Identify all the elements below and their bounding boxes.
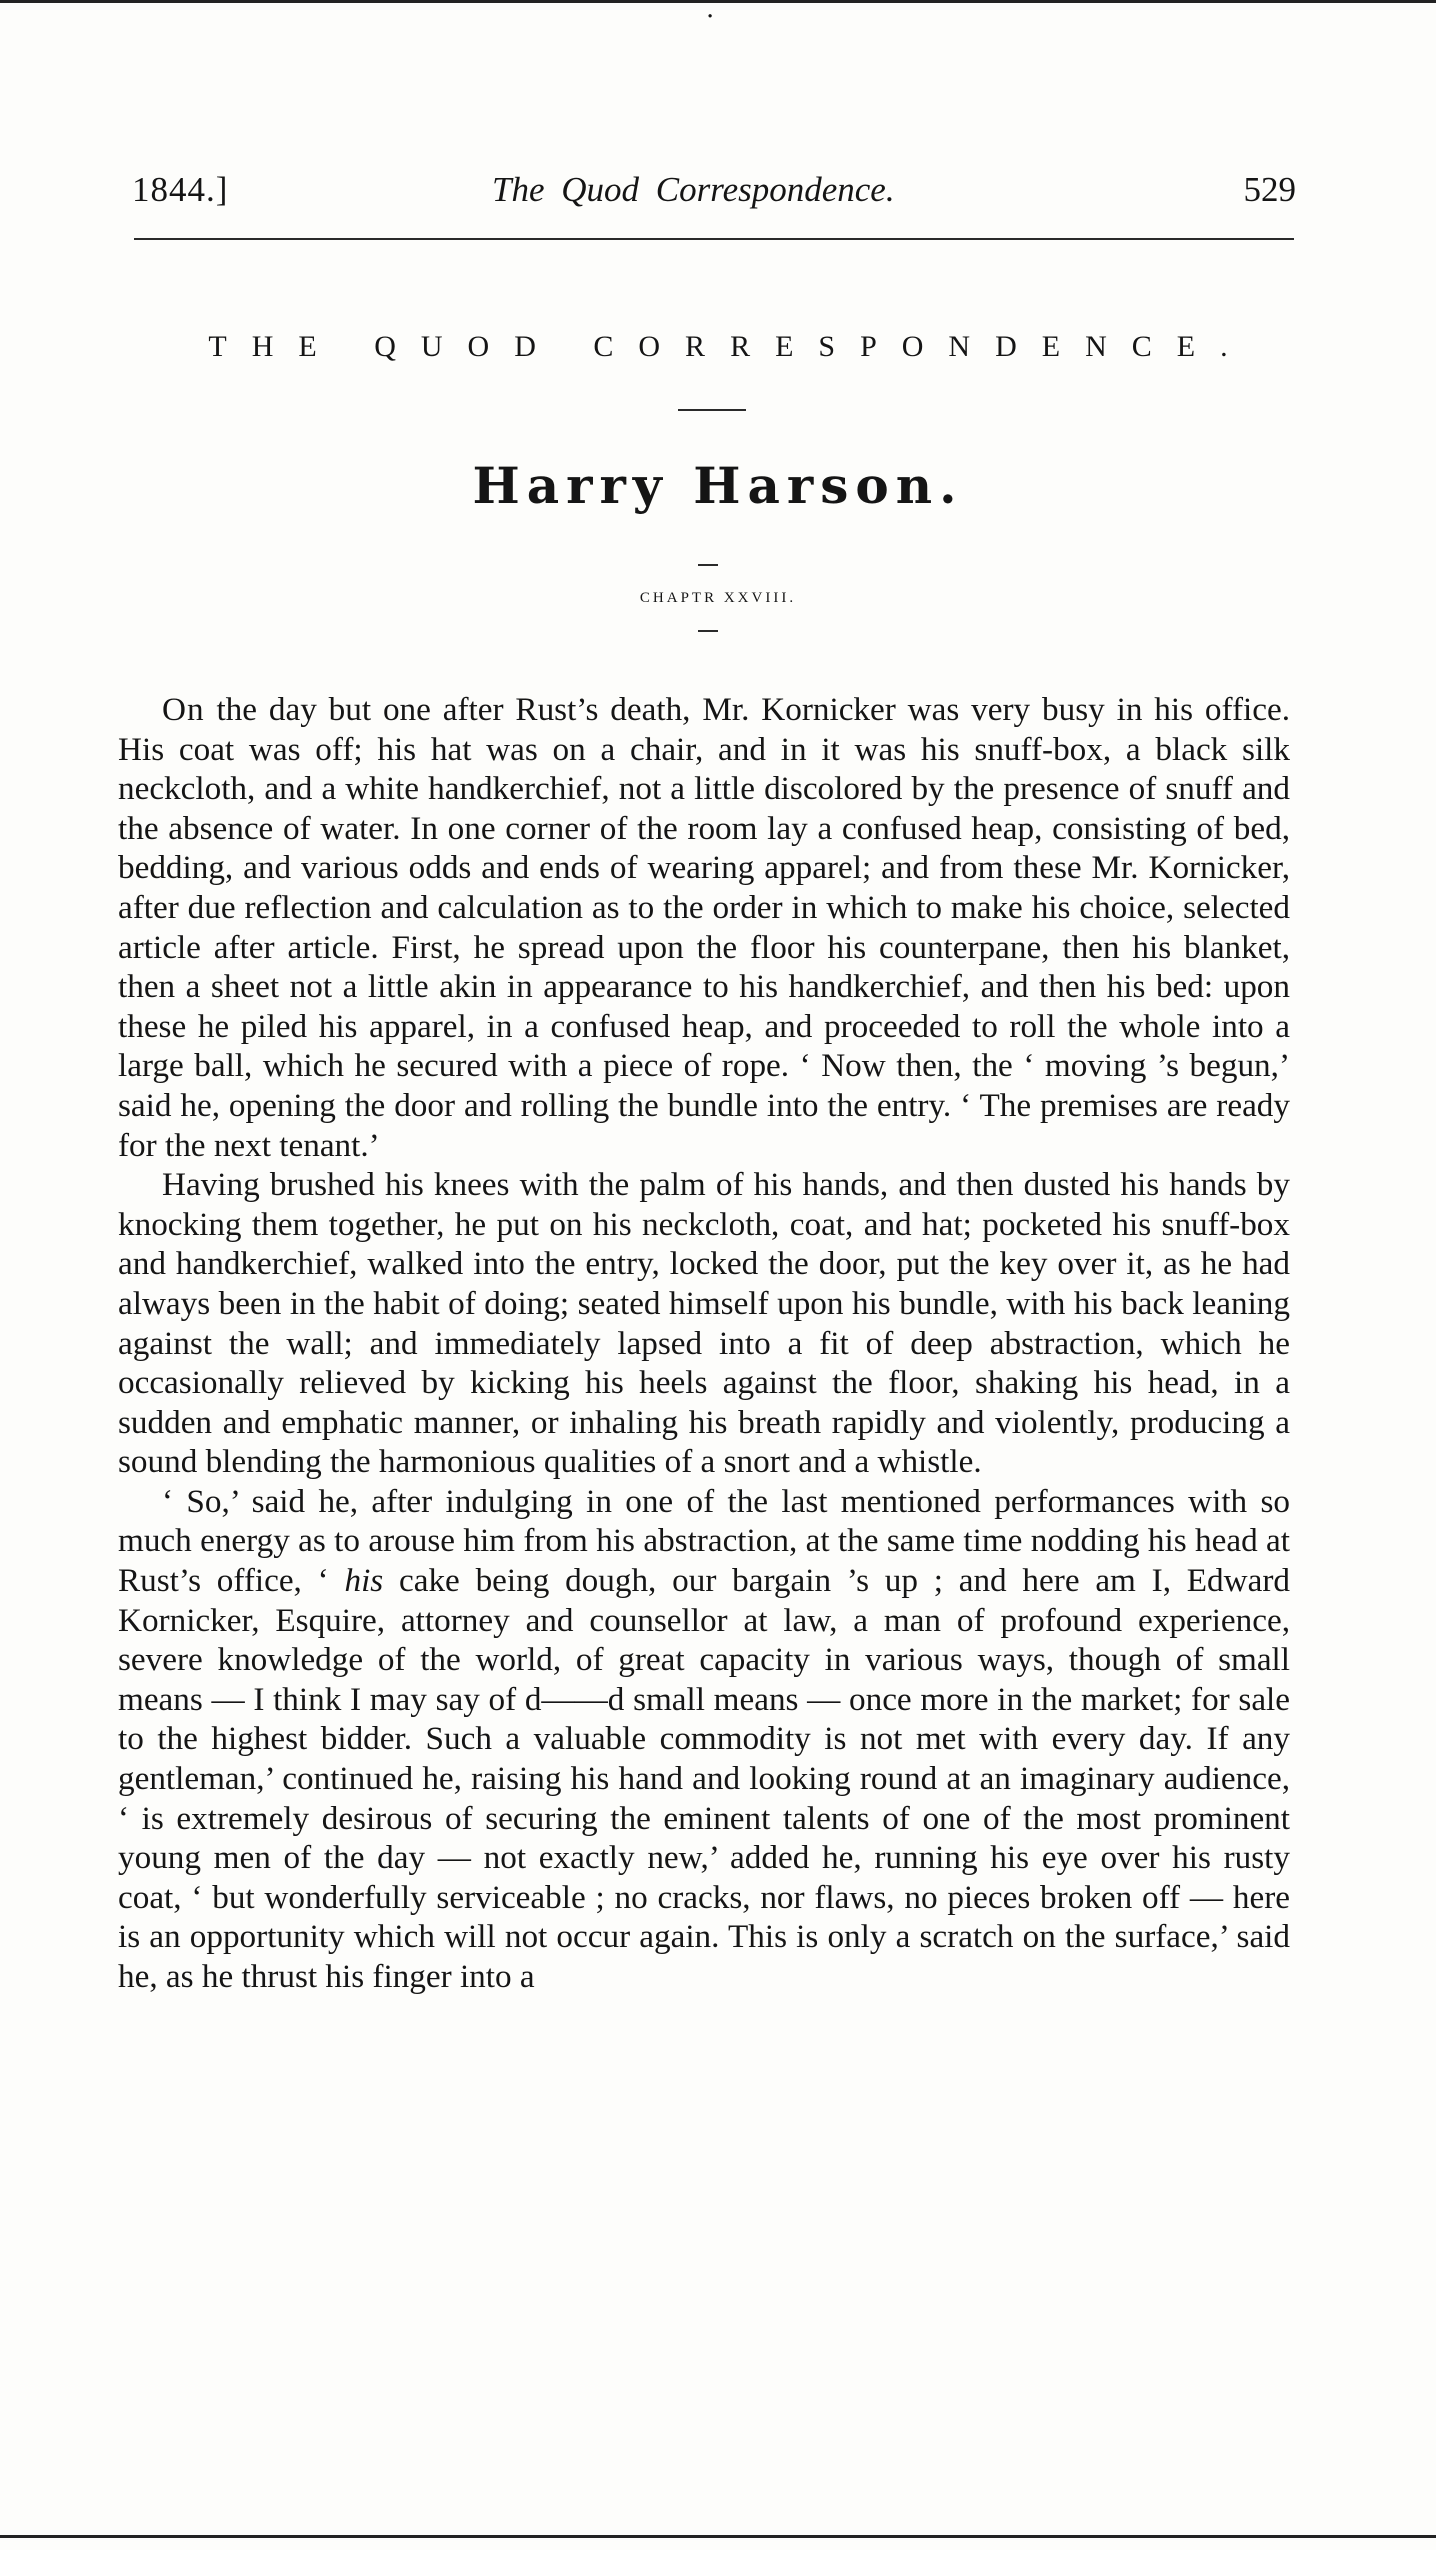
paragraph-3-text-start: ‘ So,’ said he, after indulging in one of the last mentioned performances with so much energy as to arouse him from his abstraction, at the same time nodding his head at Rust’s office, ‘ — [118, 1482, 1290, 1600]
running-head-rule — [134, 238, 1294, 240]
chapter-divider-top — [698, 564, 718, 566]
running-head-year: 1844.] — [132, 170, 229, 209]
opening-word: On — [162, 691, 205, 728]
journal-section-title: THE QUOD CORRESPONDENCE. — [208, 330, 1253, 363]
paragraph-1-text: the day but one after Rust’s death, Mr. Kornicker was very busy in his office. His coat was off; his hat was on a chair, and in it was his snuff-box, a black silk neckcloth, and a white handkerchief, not a little discolored by the presence of snuff and the absence of water. In one corner of the room lay a confused heap, consisting of bed, bedding, and various odds and ends of wearing apparel; and from these Mr. Kornicker, after due reflection and calculation as to the order in which to make his choice, selected article after article. First, he spread upon the floor his counterpane, then his blanket, then a sheet not a little akin in appearance to his handkerchief, and then his bed: upon these he piled his apparel, in a confused heap, and proceeded to roll the whole into a large ball, which he secured with a piece of rope. ‘ Now then, the ‘ moving ’s begun,’ said he, opening the door and rolling the bundle into the entry. ‘ The premises are ready for the next tenant.’ — [118, 691, 1290, 1164]
top-edge-rule — [0, 0, 1436, 3]
paragraph-3 — [118, 1482, 1290, 1997]
title-divider — [678, 409, 746, 411]
paragraph-3-italic-word: his — [344, 1562, 384, 1600]
chapter-divider-bottom — [698, 630, 718, 632]
story-title: Harry Harson. — [472, 456, 964, 515]
paragraph-2: Having brushed his knees with the palm of his hands, and then dusted his hands by knocking them together, he put on his neckcloth, coat, and hat; pocketed his snuff-box and handkerchief, walked into the entry, locked the door, put the key over it, as he had always been in the habit of doing; seated himself upon his bundle, with his back leaning against the wall; and immediately lapsed into a fit of deep abstraction, which he occasionally relieved by kicking his heels against the floor, shaking his head, in a sudden and emphatic manner, or inhaling his breath rapidly and violently, producing a sound blending the harmonious qualities of a snort and a whistle. — [118, 1166, 1290, 1481]
page-number: 529 — [1243, 170, 1296, 209]
running-head — [132, 170, 1296, 216]
body-text — [118, 690, 1290, 1997]
chapter-heading: CHAPTR XXVIII. — [639, 590, 797, 606]
top-edge-mark: · — [706, 2, 715, 32]
bottom-edge-rule — [0, 2535, 1436, 2538]
paragraph-3-text-end: cake being dough, our bargain ’s up ; and here am I, Edward Kornicker, Esquire, attorney and counsellor at law, a man of profound experience, severe knowledge of the world, of great capacity in various ways, though of small means — I think I may say of d——d small means — once more in the market; for sale to the highest bidder. Such a valuable commodity is not met with every day. If any gentleman,’ continued he, raising his hand and looking round at an imaginary audience, ‘ is extremely desirous of securing the eminent talents of one of the most prominent young men of the day — not exactly new,’ added he, running his eye over his rusty coat, ‘ but wonderfully serviceable ; no cracks, nor flaws, no pieces broken off — here is an opportunity which will not occur again. This is only a scratch on the surface,’ said he, as he thrust his finger into a — [118, 1562, 1290, 1995]
running-head-title: The Quod Correspondence. — [492, 170, 895, 209]
paragraph-1 — [118, 690, 1290, 1165]
